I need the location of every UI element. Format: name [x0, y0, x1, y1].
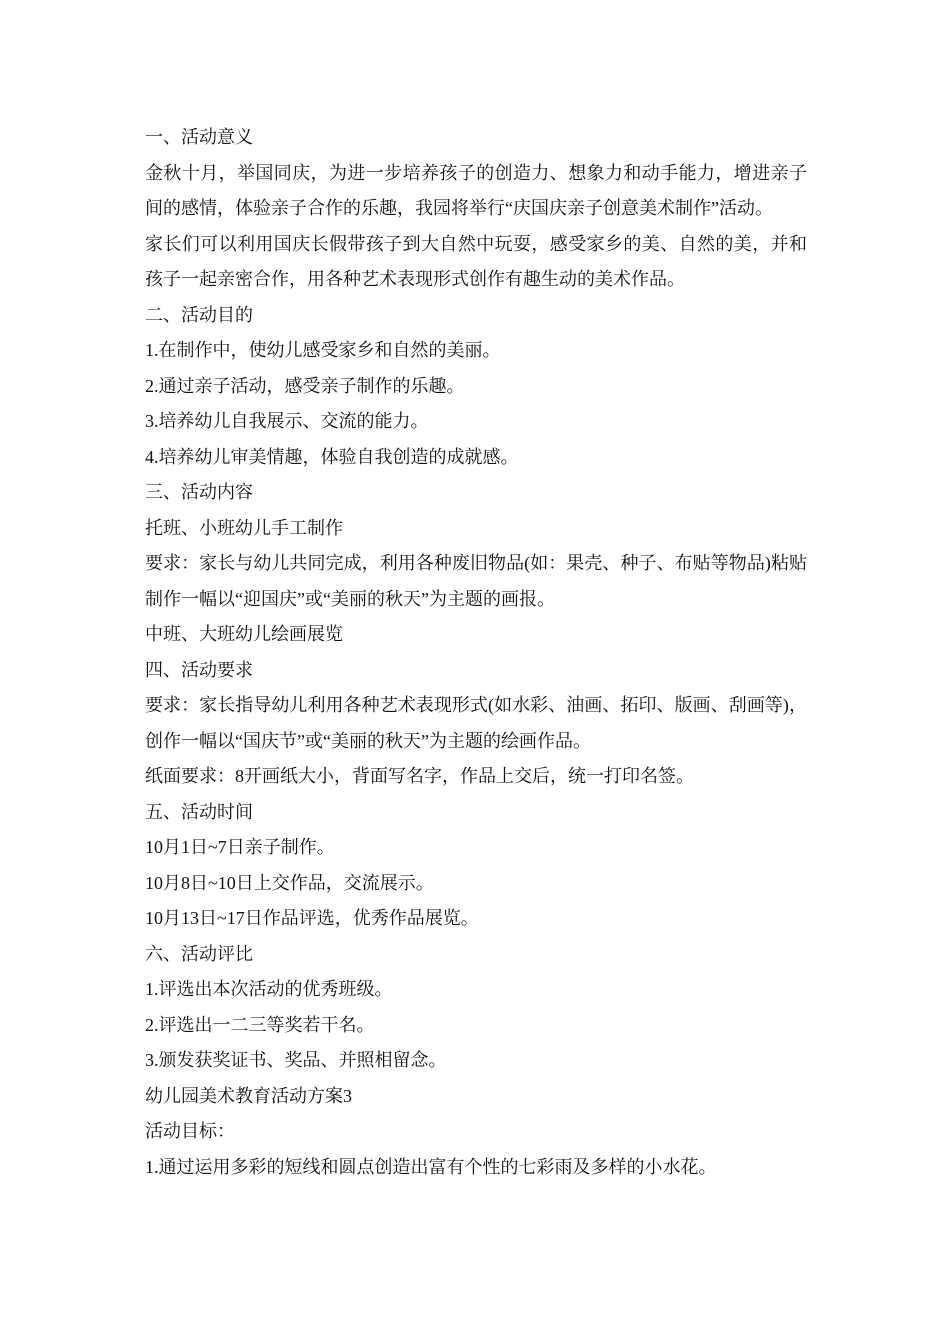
section-heading-purpose: 二、活动目的 — [145, 304, 253, 325]
section-heading-content: 三、活动内容 — [145, 482, 253, 502]
paragraph-drawing-requirement: 要求：家长指导幼儿利用各种艺术表现形式(如水彩、油画、拓印、版画、刮画等)，创作一幅以“国庆节”或“美丽的秋天”为主题的绘画作品。 — [145, 695, 807, 751]
paragraph-intro: 金秋十月，举国同庆，为进一步培养孩子的创造力、想象力和动手能力，增进亲子间的感情，体验亲子合作的乐趣，我园将举行“庆国庆亲子创意美术制作”活动。 — [145, 162, 807, 218]
activity-goals-label: 活动目标： — [145, 1121, 235, 1141]
activity-goal-1: 1.通过运用多彩的短线和圆点创造出富有个性的七彩雨及多样的小水花。 — [145, 1156, 717, 1177]
paragraph-toddler-requirement: 要求：家长与幼儿共同完成，利用各种废旧物品(如：果壳、种子、布贴等物品)粘贴制作一幅以“迎国庆”或“美丽的秋天”为主题的画报。 — [145, 553, 808, 609]
list-item-purpose-4: 4.培养幼儿审美情趣，体验自我创造的成就感。 — [145, 446, 519, 467]
plan-3-title: 幼儿园美术教育活动方案3 — [145, 1085, 352, 1106]
evaluation-item-2: 2.评选出一二三等奖若干名。 — [145, 1014, 375, 1035]
evaluation-item-1: 1.评选出本次活动的优秀班级。 — [145, 979, 393, 999]
section-heading-evaluation: 六、活动评比 — [145, 943, 253, 964]
section-heading-requirements: 四、活动要求 — [145, 659, 253, 680]
schedule-item-1: 10月1日~7日亲子制作。 — [145, 837, 335, 857]
list-item-purpose-2: 2.通过亲子活动，感受亲子制作的乐趣。 — [145, 375, 465, 396]
schedule-item-3: 10月13日~17日作品评选，优秀作品展览。 — [145, 908, 479, 928]
paragraph-parents: 家长们可以利用国庆长假带孩子到大自然中玩耍，感受家乡的美、自然的美，并和孩子一起亲密合作，用各种艺术表现形式创作有趣生动的美术作品。 — [145, 233, 807, 289]
section-heading-schedule: 五、活动时间 — [145, 801, 253, 822]
paper-requirement: 纸面要求：8开画纸大小，背面写名字，作品上交后，统一打印名签。 — [145, 766, 694, 786]
subheading-toddler-class: 托班、小班幼儿手工制作 — [145, 517, 343, 538]
evaluation-item-3: 3.颁发获奖证书、奖品、并照相留念。 — [145, 1050, 447, 1070]
schedule-item-2: 10月8日~10日上交作品，交流展示。 — [145, 872, 434, 893]
document-body — [145, 120, 807, 1185]
subheading-senior-class: 中班、大班幼儿绘画展览 — [145, 624, 343, 644]
list-item-purpose-1: 1.在制作中，使幼儿感受家乡和自然的美丽。 — [145, 340, 501, 360]
section-heading-significance: 一、活动意义 — [145, 127, 253, 147]
list-item-purpose-3: 3.培养幼儿自我展示、交流的能力。 — [145, 411, 429, 431]
